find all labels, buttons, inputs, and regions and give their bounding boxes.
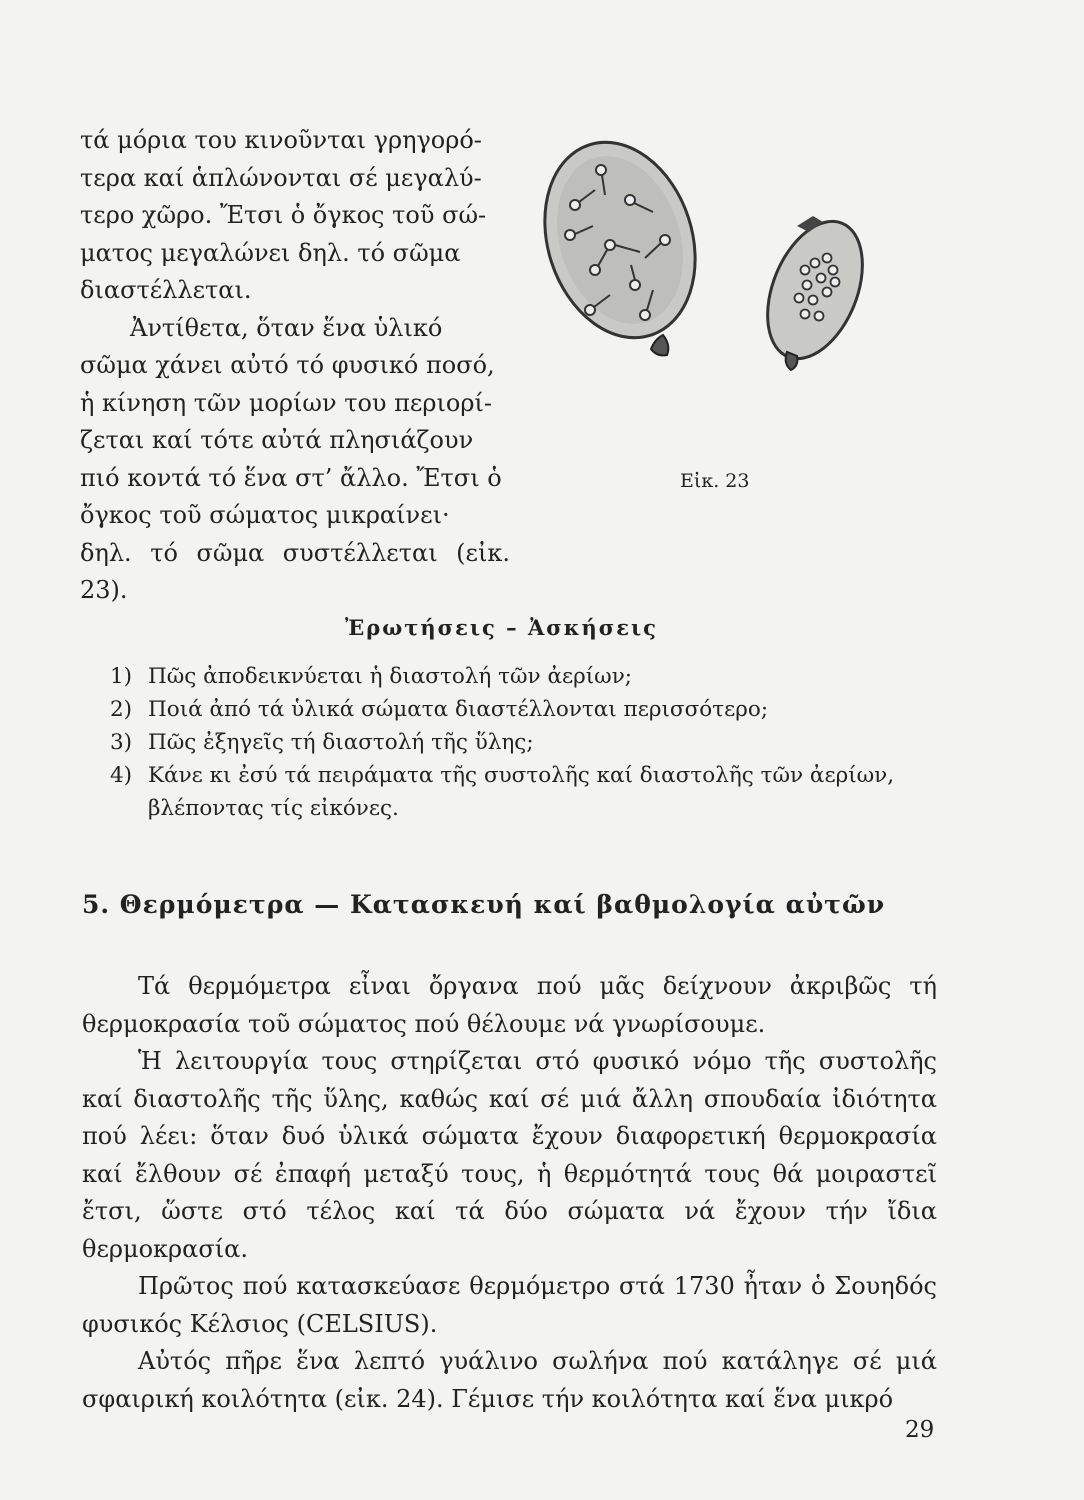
question-item [110, 660, 940, 693]
figure-caption: Εἰκ. 23 [680, 470, 750, 492]
questions-heading: Ἐρωτήσεις – Ἀσκήσεις [345, 615, 658, 640]
body-paragraph: Αὐτός πῆρε ἕνα λεπτό γυάλινο σωλήνα πού κατάληγε σέ μιά σφαιρική κοιλότητα (εἰκ. 24). Γέμισε τήν κοιλότητα καί ἕνα μικρό [82, 1347, 937, 1413]
question-continuation [110, 792, 940, 825]
intro-line: ματος μεγαλώνει δηλ. τό σῶμα [80, 238, 461, 267]
question-text: Ποιά ἀπό τά ὑλικά σώματα διαστέλλονται περισσότερο; [148, 697, 769, 722]
balloon-contracted-icon [749, 208, 881, 373]
intro-line: τερα καί ἁπλώνονται σέ μεγαλύ- [80, 163, 482, 192]
contrast-line: ζεται καί τότε αὐτά πλησιάζουν [80, 426, 474, 454]
contrast-line: σῶμα χάνει αὐτό τό φυσικό ποσό, [80, 351, 495, 379]
contrast-line: πιό κοντά τό ἕνα στ’ ἄλλο. Ἔτσι ὁ [80, 463, 502, 492]
intro-line: τά μόρια του κινοῦνται γρηγορό- [80, 126, 482, 154]
question-number: 3) [110, 730, 133, 755]
balloons-illustration [535, 130, 895, 430]
question-number: 2) [110, 697, 133, 722]
intro-paragraph [80, 122, 510, 610]
intro-line: διαστέλλεται. [80, 276, 252, 304]
question-text: βλέποντας τίς εἰκόνες. [148, 796, 399, 821]
balloon-expanded-icon [535, 130, 719, 357]
question-text: Κάνε κι ἐσύ τά πειράματα τῆς συστολῆς καί διαστολῆς τῶν ἀερίων, [148, 763, 895, 788]
question-item [110, 726, 940, 759]
question-text: Πῶς ἐξηγεῖς τή διαστολή τῆς ὕλης; [148, 730, 534, 755]
figure-23 [535, 130, 895, 430]
question-item [110, 693, 940, 726]
question-text: Πῶς ἀποδεικνύεται ἡ διαστολή τῶν ἀερίων; [148, 664, 633, 689]
body-paragraph: Πρῶτος πού κατασκεύασε θερμόμετρο στά 1730 ἦταν ὁ Σουηδός φυσικός Κέλσιος (CELSIUS). [82, 1272, 937, 1338]
questions-list [110, 660, 940, 825]
section-body [82, 968, 937, 1418]
body-paragraph: Ἡ λειτουργία τους στηρίζεται στό φυσικό νόμο τῆς συστολῆς καί διαστολῆς τῆς ὕλης, καθώς καί σέ μιά ἄλλη σπουδαία ἰδιότητα πού λέει: ὅταν δυό ὑλικά σώματα ἔχουν διαφορετική θερμοκρασία καί ἔλθουν σέ ἐπαφή μεταξύ τους, ἡ θερμότητά τους θά μοιραστεῖ ἔτσι, ὥστε στό τέλος καί τά δύο σώματα νά ἔχουν τήν ἴδια θερμοκρασία. [82, 1047, 937, 1263]
section-title: 5. Θερμόμετρα — Κατασκευή καί βαθμολογία αὐτῶν [82, 890, 886, 919]
question-number: 4) [110, 763, 133, 788]
contrast-line: ἡ κίνηση τῶν μορίων του περιορί- [80, 388, 492, 417]
contrast-line: δηλ. τό σῶμα συστέλλεται (εἰκ. 23). [80, 538, 510, 604]
question-number: 1) [110, 664, 133, 689]
contrast-line: ὄγκος τοῦ σώματος μικραίνει· [80, 501, 450, 529]
page-number: 29 [905, 1417, 935, 1443]
question-item [110, 759, 940, 792]
body-paragraph: Τά θερμόμετρα εἶναι ὄργανα πού μᾶς δείχνουν ἀκριβῶς τή θερμοκρασία τοῦ σώματος πού θέλουμε νά γνωρίσουμε. [82, 972, 937, 1038]
intro-line: τερο χῶρο. Ἔτσι ὁ ὄγκος τοῦ σώ- [80, 201, 487, 229]
contrast-line: Ἀντίθετα, ὅταν ἕνα ὑλικό [130, 313, 443, 342]
